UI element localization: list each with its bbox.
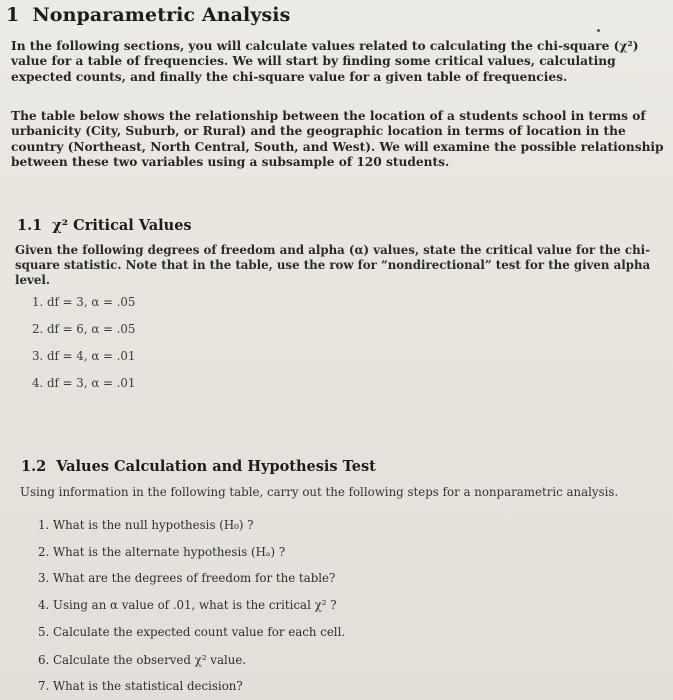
list-item: 4. df = 3, α = .01 xyxy=(32,376,136,390)
list-item: 5. Calculate the expected count value for each cell. xyxy=(38,625,346,639)
hypothesis-test-instructions: Using information in the following table, carry out the following steps for a nonparametric analysis. xyxy=(20,485,619,499)
section-heading xyxy=(6,4,290,26)
subsection-number: 1.1 xyxy=(17,217,43,234)
list-item: 7. What is the statistical decision? xyxy=(38,679,243,693)
list-item: 3. df = 4, α = .01 xyxy=(32,349,136,363)
subsection-number: 1.2 xyxy=(21,458,47,475)
list-item: 2. What is the alternate hypothesis (Hₐ) ? xyxy=(38,545,286,559)
list-item: 1. df = 3, α = .05 xyxy=(32,295,136,309)
list-item: 4. Using an α value of .01, what is the critical χ² ? xyxy=(38,598,337,612)
subsection-title: χ² Critical Values xyxy=(52,217,192,234)
section-title: Nonparametric Analysis xyxy=(32,4,291,26)
section-number: 1 xyxy=(6,4,20,26)
list-item: 3. What are the degrees of freedom for the table? xyxy=(38,571,336,585)
subsection-heading-hypothesis-test xyxy=(21,458,376,475)
subsection-heading-critical-values xyxy=(17,217,192,234)
list-item: 6. Calculate the observed χ² value. xyxy=(38,653,247,667)
list-item: 2. df = 6, α = .05 xyxy=(32,322,136,336)
subsection-title: Values Calculation and Hypothesis Test xyxy=(56,458,376,475)
critical-values-instructions: Given the following degrees of freedom and alpha (α) values, state the critical value for the chi-square statistic. Note that in the table, use the row for “nondirectional” test for the given alpha level. xyxy=(15,243,651,287)
intro-paragraph-1: In the following sections, you will calculate values related to calculating the chi-square (χ²) value for a table of frequencies. We will start by finding some critical values, calculating expected counts, and finally the chi-square value for a given table of frequencies. xyxy=(11,39,639,84)
list-item: 1. What is the null hypothesis (H₀) ? xyxy=(38,518,254,532)
intro-paragraph-2: The table below shows the relationship between the location of a students school in terms of urbanicity (City, Suburb, or Rural) and the geographic location in terms of location in the country (Northeast, North Central, South, and West). We will examine the possible relationship between these two variables using a subsample of 120 students. xyxy=(11,109,664,170)
ink-dot-mark xyxy=(597,29,600,32)
